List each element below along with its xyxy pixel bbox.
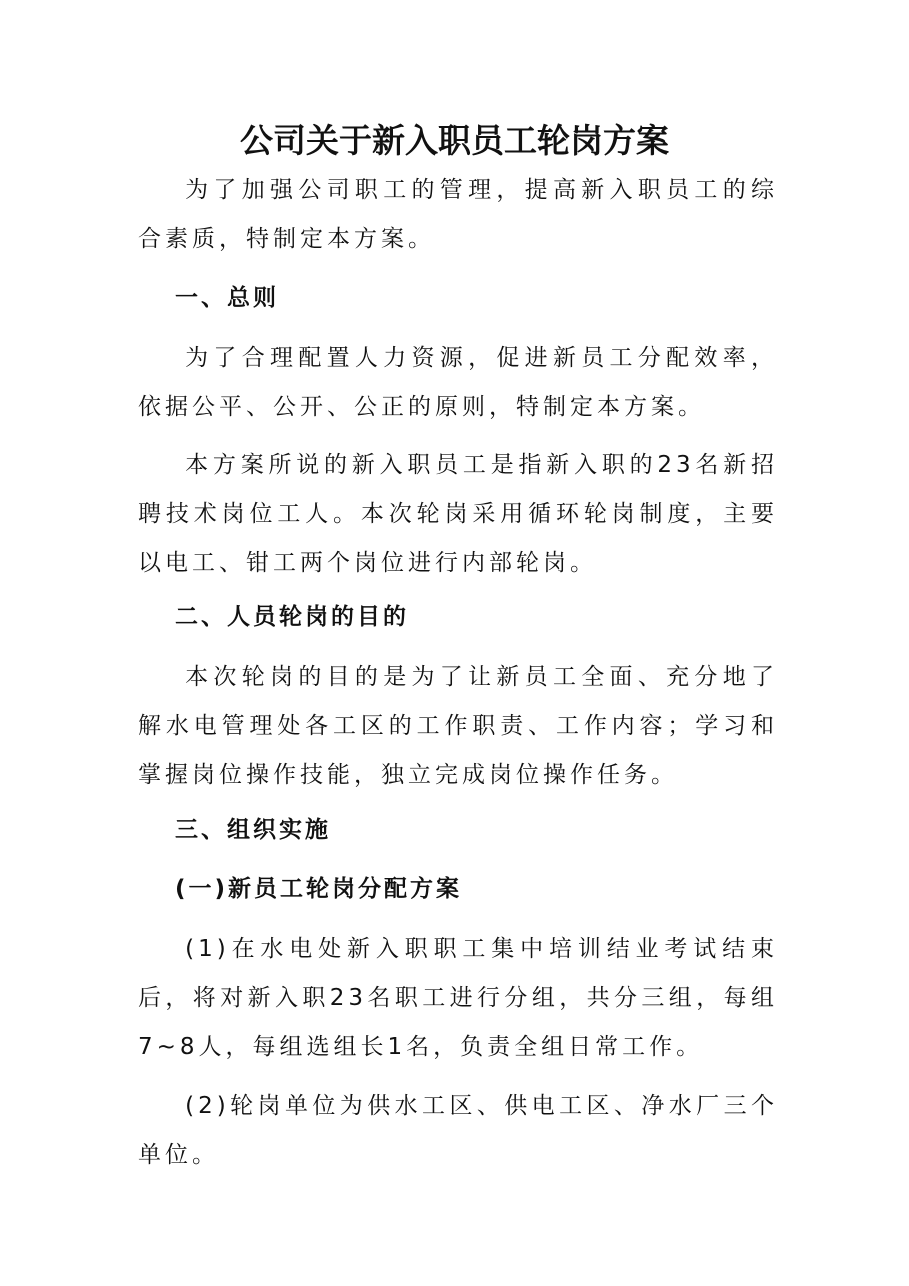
plan-item-1: (1)在水电处新入职职工集中培训结业考试结束后，将对新入职23名职工进行分组，共分三组，每组7~8人，每组选组长1名，负责全组日常工作。	[138, 936, 778, 1060]
document-title: 公司关于新入职员工轮岗方案	[240, 121, 669, 160]
section-heading-implementation: 三、组织实施	[175, 817, 331, 843]
general-paragraph-1: 为了合理配置人力资源，促进新员工分配效率，依据公平、公开、公正的原则，特制定本方案。	[138, 345, 778, 420]
section-heading-purpose: 二、人员轮岗的目的	[175, 604, 409, 630]
plan-item-2: (2)轮岗单位为供水工区、供电工区、净水厂三个单位。	[138, 1093, 778, 1168]
subheading-rotation-plan: (一)新员工轮岗分配方案	[175, 876, 463, 902]
purpose-paragraph: 本次轮岗的目的是为了让新员工全面、充分地了解水电管理处各工区的工作职责、工作内容；学习和掌握岗位操作技能，独立完成岗位操作任务。	[138, 664, 778, 788]
general-paragraph-2: 本方案所说的新入职员工是指新入职的23名新招聘技术岗位工人。本次轮岗采用循环轮岗制度，主要以电工、钳工两个岗位进行内部轮岗。	[138, 452, 778, 576]
section-heading-general: 一、总则	[175, 285, 279, 311]
intro-paragraph: 为了加强公司职工的管理，提高新入职员工的综合素质，特制定本方案。	[138, 177, 778, 252]
